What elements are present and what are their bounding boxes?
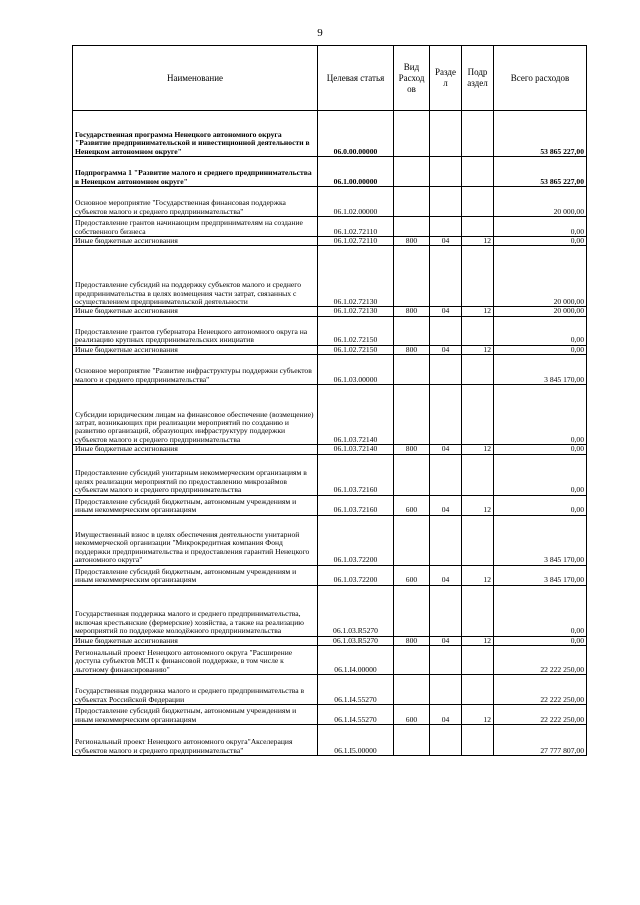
row-name: Иные бюджетные ассигнования bbox=[73, 345, 318, 354]
row-section bbox=[430, 355, 462, 385]
row-expense-type bbox=[394, 157, 430, 187]
row-name: Предоставление субсидий бюджетным, автономным учреждениям и иным некоммерческим организациям bbox=[73, 495, 318, 515]
table-row bbox=[73, 355, 587, 385]
row-section: 04 bbox=[430, 445, 462, 454]
row-name: Основное мероприятие "Развитие инфраструктуры поддержки субъектов малого и среднего предпринимательства" bbox=[73, 355, 318, 385]
row-subsection bbox=[462, 515, 494, 565]
row-name: Иные бюджетные ассигнования bbox=[73, 307, 318, 316]
row-name: Предоставление субсидий унитарным некоммерческим организациям в целях реализации мероприятий по предоставлению микрозаймов субъектам малого и среднего предпринимательства bbox=[73, 454, 318, 495]
table-row bbox=[73, 237, 587, 246]
row-target-code: 06.1.02.72130 bbox=[318, 246, 394, 307]
row-name: Иные бюджетные ассигнования bbox=[73, 636, 318, 645]
row-subsection bbox=[462, 111, 494, 157]
table-row bbox=[73, 345, 587, 354]
row-name: Региональный проект Ненецкого автономного округа"Акселерация субъектов малого и среднего предпринимательства" bbox=[73, 725, 318, 756]
row-amount: 53 865 227,00 bbox=[494, 157, 587, 187]
table-row bbox=[73, 307, 587, 316]
row-expense-type bbox=[394, 725, 430, 756]
row-expense-type bbox=[394, 355, 430, 385]
row-section bbox=[430, 515, 462, 565]
row-amount: 0,00 bbox=[494, 445, 587, 454]
row-section bbox=[430, 217, 462, 237]
row-target-code: 06.1.03.72200 bbox=[318, 515, 394, 565]
row-subsection bbox=[462, 217, 494, 237]
row-expense-type: 600 bbox=[394, 495, 430, 515]
row-amount: 53 865 227,00 bbox=[494, 111, 587, 157]
table-row bbox=[73, 636, 587, 645]
table-row bbox=[73, 187, 587, 217]
row-section: 04 bbox=[430, 307, 462, 316]
row-expense-type: 800 bbox=[394, 345, 430, 354]
table-body bbox=[73, 111, 587, 756]
table-row bbox=[73, 217, 587, 237]
row-name: Субсидии юридическим лицам на финансовое обеспечение (возмещение) затрат, возникающих при реализации мероприятий по созданию и развитию организаций, образующих инфраструктуру поддержки субъектов малого и среднего предпринимательства bbox=[73, 385, 318, 445]
row-target-code: 06.1.03.72160 bbox=[318, 454, 394, 495]
table-row bbox=[73, 454, 587, 495]
header-total: Всего расходов bbox=[494, 46, 587, 111]
row-amount: 0,00 bbox=[494, 217, 587, 237]
row-expense-type bbox=[394, 385, 430, 445]
row-subsection: 12 bbox=[462, 705, 494, 725]
row-target-code: 06.1.02.72130 bbox=[318, 307, 394, 316]
row-section bbox=[430, 454, 462, 495]
row-target-code: 06.1.03.00000 bbox=[318, 355, 394, 385]
table-row bbox=[73, 565, 587, 585]
row-target-code: 06.1.02.00000 bbox=[318, 187, 394, 217]
row-expense-type bbox=[394, 187, 430, 217]
row-amount: 22 222 250,00 bbox=[494, 646, 587, 675]
row-name: Государственная программа Ненецкого автономного округа "Развитие предпринимательской и инвестиционной деятельности в Ненецком автономном округе" bbox=[73, 111, 318, 157]
header-target: Целевая статья bbox=[318, 46, 394, 111]
header-subsection: Подр аздел bbox=[462, 46, 494, 111]
row-subsection bbox=[462, 316, 494, 345]
row-name: Иные бюджетные ассигнования bbox=[73, 445, 318, 454]
row-expense-type bbox=[394, 675, 430, 705]
budget-table bbox=[72, 45, 587, 756]
row-subsection bbox=[462, 157, 494, 187]
row-name: Предоставление субсидий бюджетным, автономным учреждениям и иным некоммерческим организациям bbox=[73, 565, 318, 585]
table-row bbox=[73, 385, 587, 445]
row-name: Имущественный взнос в целях обеспечения деятельности унитарной некоммерческой организации "Микрокредитная компания Фонд поддержки предпринимательства и предоставления гарантий Ненецкого автономного округа" bbox=[73, 515, 318, 565]
row-subsection: 12 bbox=[462, 495, 494, 515]
row-subsection: 12 bbox=[462, 307, 494, 316]
row-target-code: 06.1.I4.00000 bbox=[318, 646, 394, 675]
row-amount: 22 222 250,00 bbox=[494, 675, 587, 705]
row-section: 04 bbox=[430, 495, 462, 515]
row-amount: 3 845 170,00 bbox=[494, 565, 587, 585]
row-subsection: 12 bbox=[462, 445, 494, 454]
row-name: Предоставление грантов начинающим предпринимателям на создание собственного бизнеса bbox=[73, 217, 318, 237]
row-amount: 3 845 170,00 bbox=[494, 355, 587, 385]
row-section bbox=[430, 246, 462, 307]
row-amount: 0,00 bbox=[494, 345, 587, 354]
table-row bbox=[73, 157, 587, 187]
page-number: 9 bbox=[317, 27, 323, 39]
row-subsection bbox=[462, 585, 494, 636]
table-row bbox=[73, 725, 587, 756]
row-name: Государственная поддержка малого и среднего предпринимательства, включая крестьянские (фермерские) хозяйства, а также на реализацию мероприятий по поддержке молодёжного предпринимательства bbox=[73, 585, 318, 636]
row-section: 04 bbox=[430, 345, 462, 354]
row-expense-type bbox=[394, 454, 430, 495]
row-subsection bbox=[462, 385, 494, 445]
row-subsection bbox=[462, 246, 494, 307]
row-section bbox=[430, 675, 462, 705]
table-row bbox=[73, 646, 587, 675]
table-row bbox=[73, 585, 587, 636]
row-target-code: 06.1.02.72150 bbox=[318, 316, 394, 345]
row-expense-type: 600 bbox=[394, 705, 430, 725]
row-target-code: 06.0.00.00000 bbox=[318, 111, 394, 157]
row-name: Предоставление субсидий бюджетным, автономным учреждениям и иным некоммерческим организациям bbox=[73, 705, 318, 725]
row-expense-type bbox=[394, 111, 430, 157]
row-target-code: 06.1.03.R5270 bbox=[318, 585, 394, 636]
row-subsection: 12 bbox=[462, 565, 494, 585]
row-expense-type bbox=[394, 217, 430, 237]
row-name: Предоставление грантов губернатора Ненецкого автономного округа на реализацию крупных предпринимательских инициатив bbox=[73, 316, 318, 345]
table-row bbox=[73, 515, 587, 565]
row-subsection bbox=[462, 454, 494, 495]
row-amount: 0,00 bbox=[494, 495, 587, 515]
row-expense-type bbox=[394, 316, 430, 345]
row-amount: 22 222 250,00 bbox=[494, 705, 587, 725]
row-target-code: 06.1.I4.55270 bbox=[318, 705, 394, 725]
row-name: Предоставление субсидий на поддержку субъектов малого и среднего предпринимательства в целях возмещения части затрат, связанных с осуществлением предпринимательской деятельности bbox=[73, 246, 318, 307]
table-row bbox=[73, 111, 587, 157]
table-row bbox=[73, 495, 587, 515]
row-target-code: 06.1.03.72140 bbox=[318, 445, 394, 454]
row-amount: 0,00 bbox=[494, 585, 587, 636]
row-target-code: 06.1.03.72160 bbox=[318, 495, 394, 515]
row-expense-type bbox=[394, 246, 430, 307]
row-target-code: 06.1.02.72110 bbox=[318, 237, 394, 246]
row-expense-type: 800 bbox=[394, 445, 430, 454]
row-name: Региональный проект Ненецкого автономного округа "Расширение доступа субъектов МСП к финансовой поддержке, в том числе к льготному финансированию" bbox=[73, 646, 318, 675]
row-subsection: 12 bbox=[462, 237, 494, 246]
row-subsection bbox=[462, 187, 494, 217]
row-amount: 20 000,00 bbox=[494, 187, 587, 217]
row-target-code: 06.1.03.R5270 bbox=[318, 636, 394, 645]
table-row bbox=[73, 445, 587, 454]
row-target-code: 06.1.02.72110 bbox=[318, 217, 394, 237]
header-section: Разде л bbox=[430, 46, 462, 111]
row-amount: 20 000,00 bbox=[494, 307, 587, 316]
row-section bbox=[430, 646, 462, 675]
row-target-code: 06.1.03.72140 bbox=[318, 385, 394, 445]
row-target-code: 06.1.02.72150 bbox=[318, 345, 394, 354]
table-row bbox=[73, 675, 587, 705]
row-target-code: 06.1.03.72200 bbox=[318, 565, 394, 585]
row-amount: 3 845 170,00 bbox=[494, 515, 587, 565]
row-expense-type bbox=[394, 515, 430, 565]
row-section bbox=[430, 111, 462, 157]
row-expense-type bbox=[394, 585, 430, 636]
row-amount: 0,00 bbox=[494, 385, 587, 445]
row-name: Государственная поддержка малого и среднего предпринимательства в субъектах Российской Федерации bbox=[73, 675, 318, 705]
row-expense-type: 800 bbox=[394, 636, 430, 645]
row-subsection: 12 bbox=[462, 345, 494, 354]
row-section bbox=[430, 187, 462, 217]
table-header-row bbox=[73, 46, 587, 111]
row-subsection: 12 bbox=[462, 636, 494, 645]
header-expense-type: Вид Расход ов bbox=[394, 46, 430, 111]
row-subsection bbox=[462, 355, 494, 385]
table-row bbox=[73, 705, 587, 725]
row-section bbox=[430, 725, 462, 756]
table-row bbox=[73, 246, 587, 307]
row-subsection bbox=[462, 675, 494, 705]
row-section: 04 bbox=[430, 565, 462, 585]
row-amount: 27 777 807,00 bbox=[494, 725, 587, 756]
row-expense-type bbox=[394, 646, 430, 675]
row-target-code: 06.1.I4.55270 bbox=[318, 675, 394, 705]
row-section: 04 bbox=[430, 636, 462, 645]
table-row bbox=[73, 316, 587, 345]
row-name: Подпрограмма 1 "Развитие малого и среднего предпринимательства в Ненецком автономном округе" bbox=[73, 157, 318, 187]
header-name: Наименование bbox=[73, 46, 318, 111]
row-section: 04 bbox=[430, 237, 462, 246]
row-name: Основное мероприятие "Государственная финансовая поддержка субъектов малого и среднего предпринимательства" bbox=[73, 187, 318, 217]
row-amount: 20 000,00 bbox=[494, 246, 587, 307]
row-amount: 0,00 bbox=[494, 636, 587, 645]
row-section: 04 bbox=[430, 705, 462, 725]
row-subsection bbox=[462, 725, 494, 756]
row-section bbox=[430, 385, 462, 445]
row-section bbox=[430, 157, 462, 187]
row-amount: 0,00 bbox=[494, 237, 587, 246]
row-name: Иные бюджетные ассигнования bbox=[73, 237, 318, 246]
row-target-code: 06.1.00.00000 bbox=[318, 157, 394, 187]
row-section bbox=[430, 585, 462, 636]
row-expense-type: 800 bbox=[394, 307, 430, 316]
row-target-code: 06.1.I5.00000 bbox=[318, 725, 394, 756]
row-expense-type: 800 bbox=[394, 237, 430, 246]
row-subsection bbox=[462, 646, 494, 675]
row-section bbox=[430, 316, 462, 345]
row-amount: 0,00 bbox=[494, 316, 587, 345]
row-expense-type: 600 bbox=[394, 565, 430, 585]
row-amount: 0,00 bbox=[494, 454, 587, 495]
